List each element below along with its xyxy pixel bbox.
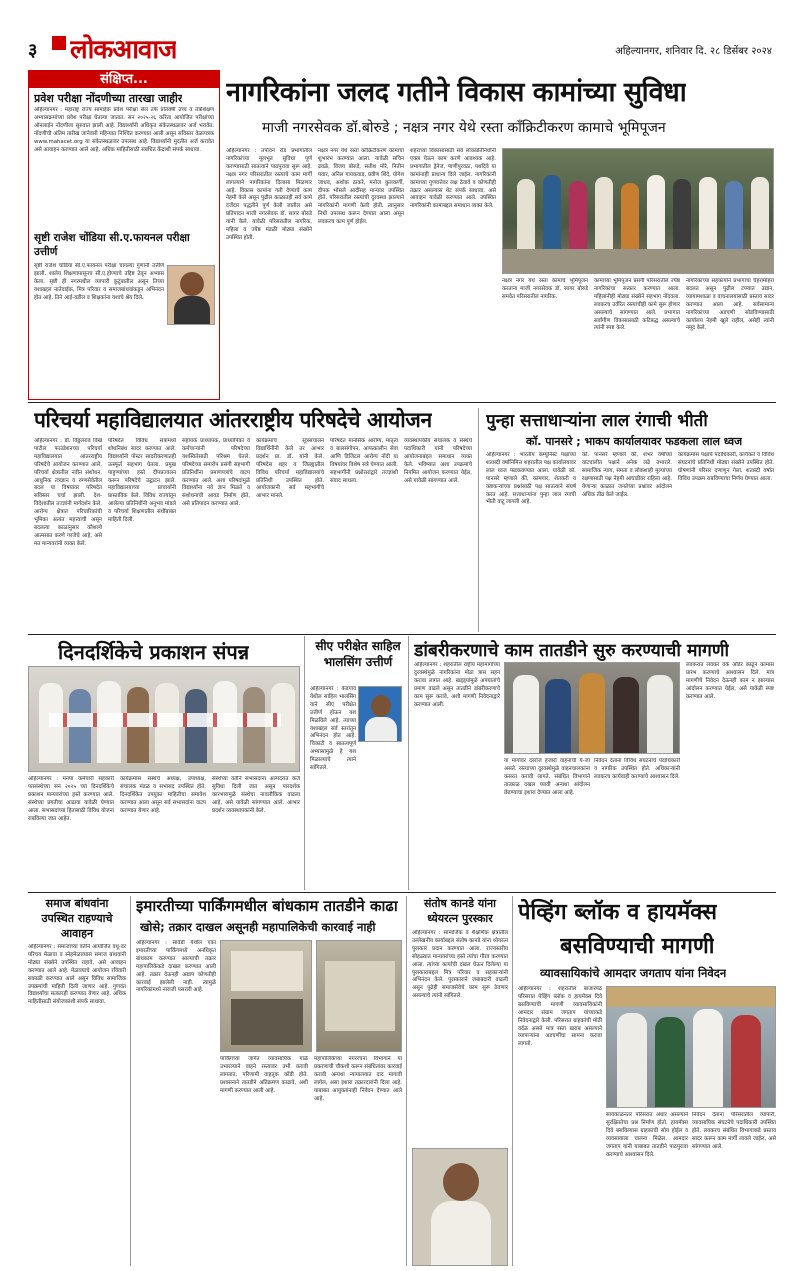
conference-body-4: कार्यक्रमाचे सूत्रसंचालन विद्यार्थिनींनी केले तर आभार प्रदर्शन प्रा. डॉ. यांनी केले. परिषदेस शहर व जिल्ह्यातील विविध परिचर्या महाविद्यालयांचे प्रतिनिधी उपस्थित होते. आयोजकांनी सर्व सहभागींचे आभार मानले.	[256, 438, 324, 500]
asphalt-body-4: लवकरात लवकर वर्क ऑर्डर काढून कामास प्रारंभ करण्याचे आश्वासन दिले. मात्र मागणीचे निवेदन देऊनही काम न झाल्यास आंदोलन करण्यात येईल, असे यावेळी स्पष्ट करण्यात आले.	[686, 662, 774, 700]
asphalt-photo	[504, 662, 680, 754]
award-body: अहिल्यानगर : सामाजिक व शैक्षणिक क्षेत्रातील उल्लेखनीय कार्याबद्दल संतोष कानडे यांना ध्येयरत्न पुरस्कार प्रदान करण्यात आला. राज्यस्तरीय सोहळ्यात मान्यवरांच्या हस्ते त्यांचा गौरव करण्यात आला. त्यांच्या कार्याची दखल घेऊन दिलेल्या या पुरस्काराबद्दल मित्र परिवार व सहकाऱ्यांनी अभिनंदन केले. पुरस्काराने जबाबदारी वाढली असून पुढेही समाजसेवेचे काम सुरू ठेवणार असल्याचे त्यांनी सांगितले.	[412, 930, 508, 1000]
divider-parking	[130, 896, 131, 1266]
sankshipt-story2-body: सृष्टी राजेश चोंडिया सी.ए.फायनल परीक्षा चांगल्या गुणांनी उत्तीर्ण झाली. शालेय शिक्षणापासूनच सी.ए.होण्याचे उद्दिष्ट ठेवून अभ्यास केला. सृष्टी ही नगरमधील व्यापारी कुटुंबातील असून तिच्या यशाबद्दल नातेवाईक, मित्र परिवार व समाजबांधवांकडून अभिनंदन होत आहे. तिने आई-वडील व शिक्षकांना यशाचे श्रेय दिले.	[34, 263, 164, 301]
page-number: ३	[28, 40, 38, 61]
lead-photo	[502, 148, 774, 274]
paving-headline-line1: पेव्हिंग ब्लॉक व हायमॅक्स	[518, 900, 718, 925]
sahil-headline: सीए परीक्षेत साहिल भालसिंग उत्तीर्ण	[315, 639, 401, 669]
sankshipt-story2-title: सृष्टी राजेश चोंडिया सी.ए.फायनल परीक्षा उत्तीर्ण	[34, 232, 190, 258]
flag-headline: पुन्हा सत्ताधाऱ्यांना लाल रंगाची भीती	[486, 411, 708, 431]
conference-body-1: अहिल्यानगर : डॉ. विठ्ठलराव विखे पाटील फाउंडेशनच्या परिचर्या महाविद्यालयात आंतरराष्ट्रीय परिषदेचे आयोजन करण्यात आले. परिचर्या क्षेत्रातील नवीन संशोधन, आधुनिक तंत्रज्ञान व रुग्णसेवेतील बदल या विषयांवर परिषदेत सविस्तर चर्चा झाली. देश-विदेशातील तज्ज्ञांनी मार्गदर्शन केले. आरोग्य क्षेत्रात परिचारिकांची भूमिका अत्यंत महत्त्वाची असून बदलत्या काळानुसार कौशल्ये आत्मसात करणे गरजेचे आहे, असे मत मान्यवरांनी व्यक्त केले.	[34, 438, 102, 547]
conference-body-3: सहायक प्राध्यापक, प्राध्यापिका व कर्मचाऱ्यांनी परिषदेच्या यशस्वितेसाठी परिश्रम घेतले. परिषदेच्या समारोप प्रसंगी सहभागी प्रतिनिधींना प्रमाणपत्रांचे वाटप करण्यात आले. अशा परिषदांमुळे विद्यार्थ्यांना नवे ज्ञान मिळते व संशोधनाची आवड निर्माण होते, असे प्रतिपादन करण्यात आले.	[182, 438, 250, 508]
award-photo	[412, 1148, 508, 1266]
lead-body-3: शहराच्या विकासासाठी सर्व लोकप्रतिनिधींनी एकत्र येऊन काम करणे आवश्यक आहे. प्रभागातील ड्रेनेज, पाणीपुरवठा, पथदिवे या कामांनाही प्राधान्य दिले जाईल. नागरिकांनी कामाच्या गुणवत्तेवर लक्ष ठेवावे व कोणतीही तक्रार असल्यास थेट संपर्क साधावा, असे आवाहन यावेळी करण्यात आले. उपस्थित नागरिकांनी कामाबद्दल समाधान व्यक्त केले.	[410, 148, 496, 210]
award-headline: संतोष कानडे यांना ध्येयरत्न पुरस्कार	[423, 897, 497, 925]
asphalt-body-2: या मार्गावर दररोज हजारो वाहनांची ये-जा असते. रस्त्याच्या दुरवस्थेमुळे वाहनचालकांना कसरत करावी लागते. संबंधित विभागाने तात्काळ दखल घ्यावी अन्यथा आंदोलन छेडण्याचा इशारा देण्यात आला आहे.	[504, 758, 590, 796]
lead-subhead: माजी नगरसेवक डॉ.बोरुडे ; नक्षत्र नगर येथे रस्ता कॉंक्रिटीकरण कामाचे भूमिपूजन	[262, 120, 666, 136]
parking-photo-2	[316, 940, 402, 1052]
paving-photo	[606, 986, 776, 1108]
conference-body-5: परिषदेत मानसिक आरोग्य, मातृत्व व बालसंगोपन, आपत्कालीन सेवा आणि डिजिटल आरोग्य नोंदी या विषयांवर विशेष सत्रे घेण्यात आली. सहभागींनी प्रश्नोत्तरांद्वारे तज्ज्ञांशी संवाद साधला.	[330, 438, 398, 484]
samaj-body: अहिल्यानगर : समाजाच्या वतीने आयोजित वधू-वर परिचय मेळावा व स्नेहमेळाव्यास समाज बांधवांनी मोठ्या संख्येने उपस्थित राहावे, असे आवाहन करण्यात आले आहे. मेळाव्याचे आयोजन रविवारी सकाळी करण्यात आले असून विविध सामाजिक उपक्रमांची माहिती दिली जाणार आहे. गुणवंत विद्यार्थ्यांचा सत्कारही करण्यात येणार आहे. अधिक माहितीसाठी संयोजकांशी संपर्क साधावा.	[28, 944, 126, 1006]
sahil-photo	[358, 686, 402, 742]
paving-body-3: निवेदन देताना परिसरातील व्यापारी, व्यावसायिक संघटनेचे पदाधिकारी उपस्थित होते. लवकरच संबंधित विभागाकडे प्रस्ताव सादर करून काम मार्गी लावले जाईल, असे सांगण्यात आले.	[692, 1112, 776, 1150]
paving-body-2: सायंकाळनंतर परिसरात अंधार असल्याने सुरक्षिततेचा प्रश्न निर्माण होतो. हायमॅक्स दिवे बसविल्यास ग्राहकांची सोय होईल व व्यवसायाला चालना मिळेल. आमदार जगताप यांनी याबाबत तातडीने पाठपुरावा करण्याचे आश्वासन दिले.	[606, 1112, 688, 1158]
asphalt-body-1: अहिल्यानगर : शहरातील राष्ट्रीय महामार्गाच्या दुरवस्थेमुळे नागरिकांना मोठा त्रास सहन करावा लागत आहे. खड्ड्यांमुळे अपघातांचे प्रमाण वाढले असून तातडीने डांबरीकरणाचे काम सुरू करावे, अशी मागणी निवेदनाद्वारे करण्यात आली.	[414, 662, 500, 708]
divider-paving	[512, 896, 513, 1266]
conference-body-6: व्यवस्थापकीय संचालक व संस्थेचे पदाधिकारी यांनी परिषदेच्या आयोजनाबद्दल समाधान व्यक्त केले. भविष्यात अशा उपक्रमांचे नियमित आयोजन करण्यात येईल, असे यावेळी सांगण्यात आले.	[404, 438, 472, 484]
paving-subhead: व्यावसायिकांचे आमदार जगताप यांना निवेदन	[540, 966, 727, 980]
edition-date: अहिल्यानगर, शनिवार दि. २८ डिसेंबर २०२४	[615, 46, 772, 57]
lead-headline: नागरिकांना जलद गतीने विकास कामांच्या सुविधा	[226, 77, 687, 108]
parking-photo-1	[220, 940, 312, 1052]
divider-award	[406, 896, 407, 1266]
conference-body-2: परिषदेत विविध सत्रांमध्ये शोधनिबंध सादर करण्यात आले. विद्यार्थ्यांनी पोस्टर सादरीकरणातही उत्स्फूर्त सहभाग घेतला. प्रमुख पाहुण्यांच्या हस्ते दीपप्रज्वलन करून परिषदेचे उद्घाटन झाले. महाविद्यालयाच्या प्राचार्यांनी प्रास्ताविक केले. विविध राज्यांतून आलेल्या प्रतिनिधींनी अनुभव मांडले व परिचर्या शिक्षणातील संधींबाबत माहिती दिली.	[108, 438, 176, 524]
parking-body-2: पार्किंगच्या जागेत व्यावसायिक गाळे उभारल्याने वाहने रस्त्यावर उभी करावी लागतात. परिणामी वाहतूक कोंडी होते. प्रशासनाने तातडीने अतिक्रमण काढावे, अशी मागणी करण्यात आली आहे.	[220, 1056, 308, 1094]
divider-asphalt	[408, 636, 409, 890]
sankshipt-story1-body: अहिल्यानगर : महाराष्ट्र राज्य सामाईक प्रवेश परीक्षा सेल तर्फे प्रतिवर्षी उच्च व तंत्रशिक्षण अभ्यासक्रमांच्या प्रवेश परीक्षा घेतल्या जातात. सन २०२५-२६ करिता आयोजित परीक्षांच्या ऑनलाईन नोंदणीला सुरुवात झाली आहे. विद्यार्थ्यांनी अधिकृत संकेतस्थळावर अर्ज भरावेत. नोंदणीची अंतिम तारीख जानेवारी महिन्यात निश्चित करण्यात आली असून सविस्तर वेळापत्रक www.mahacet.org या संकेतस्थळावर उपलब्ध आहे. विद्यार्थ्यांनी मुदतीत अर्ज करावेत असे आवाहन करण्यात आले आहे. अधिक माहितीसाठी संबंधित केंद्राशी संपर्क साधावा.	[34, 107, 214, 153]
parking-body-1: अहिल्यानगर : सावेडी येथील एका इमारतीच्या पार्किंगमध्ये अनधिकृत बांधकाम करण्यात आल्याची तक्रार महापालिकेकडे दाखल करण्यात आली आहे. तक्रार देऊनही अद्याप कोणतीही कारवाई झालेली नाही. त्यामुळे नागरिकांमध्ये नाराजी पसरली आहे.	[136, 940, 216, 994]
conference-headline: परिचर्या महाविद्यालयात आंतरराष्ट्रीय परिषदेचे आयोजन	[34, 408, 432, 432]
calendar-body-1: अहिल्यानगर : मनपा कर्मचारी सहकारी पतसंस्थेच्या सन २०२५ च्या दिनदर्शिकेचे प्रकाशन मान्यवरांच्या हस्ते करण्यात आले. संस्थेच्या प्रगतीचा आढावा यावेळी घेण्यात आला. सभासदांच्या हितासाठी विविध योजना राबविल्या जात आहेत.	[28, 776, 114, 822]
lead-body-4: कामाच्या भूमिपूजन प्रसंगी परिसरातील ज्येष्ठ नागरिकांचा सत्कार करण्यात आला. महिलांनीही मोठ्या संख्येने सहभाग नोंदवला. लवकरच उर्वरित रस्त्यांचीही कामे सुरू होणार असल्याचे सांगण्यात आले. प्रभागात सर्वांगीण विकासासाठी कटिबद्ध असल्याचे त्यांनी स्पष्ट केले.	[594, 278, 680, 332]
calendar-photo	[28, 666, 300, 772]
rule-3	[28, 892, 776, 893]
paving-body-1: अहिल्यानगर : शहरातील बाजारपेठ परिसरात पेव्हिंग ब्लॉक व हायमॅक्स दिवे बसविण्याची मागणी व्यावसायिकांनी आमदार संग्राम जगताप यांच्याकडे निवेदनाद्वारे केली. परिसरात ग्राहकांची मोठी वर्दळ असते मात्र रस्ता खराब असल्याने व्यापाऱ्यांना अडचणींचा सामना करावा लागतो.	[518, 986, 602, 1048]
sahil-body: अहिल्यानगर : केडगाव येथील साहिल भालसिंग याने सीए परीक्षेत उत्तीर्ण होऊन यश मिळविले आहे. त्याच्या यशाबद्दल सर्व स्तरांतून अभिनंदन होत आहे. चिकाटी व सातत्यपूर्ण अभ्यासामुळे हे यश मिळाल्याचे त्याने सांगितले.	[310, 686, 356, 772]
sankshipt-story1-title: प्रवेश परीक्षा नोंदणीच्या तारखा जाहीर	[34, 92, 183, 105]
lead-photo-caption: नक्षत्र नगर येथे रस्ता कामाचे भूमिपूजन करताना माजी नगरसेवक डॉ. सागर बोरुडे समवेत परिसरातील नागरिक.	[502, 278, 588, 300]
paving-headline-line2: बसविण्याची मागणी	[560, 934, 715, 959]
parking-headline: इमारतीच्या पार्किंगमधील बांधकाम तातडीने काढा	[136, 897, 398, 915]
calendar-headline: दिनदर्शिकेचे प्रकाशन संपन्न	[58, 640, 250, 664]
parking-body-3: महापालिकेच्या नगररचना विभागाने या प्रकरणाची चौकशी करून संबंधितांवर कारवाई करावी अन्यथा न्यायालयात दाद मागावी लागेल, असा इशारा तक्रारदारांनी दिला आहे. याबाबत आयुक्तांनाही निवेदन देण्यात आले आहे.	[314, 1056, 402, 1102]
calendar-body-2: कार्यक्रमास संस्थेचे अध्यक्ष, उपाध्यक्ष, संचालक मंडळ व सभासद उपस्थित होते. दिनदर्शिकेत उपयुक्त माहितीचा समावेश करण्यात आला असून सर्व सभासदांना वाटप करण्यात येणार आहे.	[120, 776, 206, 814]
masthead	[0, 0, 800, 62]
calendar-body-3: संस्थेच्या वतीने सभासदांना अल्पदरात कर्ज सुविधा दिली जात असून पारदर्शक कारभारामुळे संस्थेचा नावलौकिक वाढला आहे, असे यावेळी सांगण्यात आले. आभार प्रदर्शन व्यवस्थापकांनी केले.	[212, 776, 300, 814]
parking-subhead: खोसे; तक्रार दाखल असूनही महापालिकेची कारवाई नाही	[140, 920, 376, 934]
sankshipt-box	[28, 70, 220, 400]
divider-sahil	[304, 636, 305, 890]
flag-body-2: कॉ. पानसरे म्हणाले की, शंभर वर्षांच्या वाटचालीत पक्षाने अनेक लढे उभारले. सामाजिक न्याय, समता व लोकशाही मूल्यांच्या रक्षणासाठी पक्ष नेहमी आघाडीवर राहिला आहे. येणाऱ्या काळात जनतेच्या प्रश्नांवर आंदोलन अधिक तीव्र केले जाईल.	[582, 452, 672, 498]
rule-2	[28, 634, 776, 635]
lead-body-2: नक्षत्र नगर येथे रस्ता कॉंक्रिटीकरण कामाचा शुभारंभ करण्यात आला. यावेळी सचिन ढवळे, विजय बोरुडे, सतीश मोरे, नितीन पवार, अनिल गायकवाड, प्रवीण शिंदे, योगेश जाधव, अशोक ठाकरे, मनोज कुलकर्णी, दीपक भोसले आदींसह मान्यवर उपस्थित होते. परिसरातील रस्त्यांची दुरवस्था झाल्याने नागरिकांनी मागणी केली होती. त्यानुसार निधी उपलब्ध करून देण्यात आला असून लवकरच काम पूर्ण होईल.	[318, 148, 404, 226]
lead-body-5: नागरिकांच्या सहकार्याने प्रभागाचा चेहरामोहरा बदलत असून पुढील टप्प्यात उद्यान, व्यायामशाळा व वाचनालयासाठी प्रस्ताव सादर करण्यात आला आहे. सर्वसामान्य नागरिकांच्या अडचणी सोडविण्यासाठी कार्यालय नेहमी खुले राहील, असेही त्यांनी नमूद केले.	[686, 278, 774, 332]
flag-subhead: कॉ. पानसरे ; भाकप कार्यालयावर फडकला लाल ध्वज	[526, 435, 743, 448]
logo-box	[52, 36, 66, 50]
flag-body-3: कार्यक्रमास पक्षाचे पदाधिकारी, कार्यकर्ते व विविध संघटनांचे प्रतिनिधी मोठ्या संख्येने उपस्थित होते. घोषणांनी परिसर दणाणून गेला. शताब्दी वर्षात विविध उपक्रम राबविण्याचा निर्णय घेण्यात आला.	[678, 452, 774, 482]
lead-body-1: अहिल्यानगर : तपोवन रोड प्रभागातील नागरिकांच्या मूलभूत सुविधा पूर्ण करण्यासाठी सातत्याने पाठपुरावा सुरू आहे. नक्षत्र नगर परिसरातील रस्त्याचे काम मार्गी लागल्याने नागरिकांना दिलासा मिळणार आहे. विकास कामांना गती देण्याचे काम नेहमी केले असून पुढील काळातही सर्व कामे दर्जेदार पद्धतीने पूर्ण केली जातील असे प्रतिपादन माजी नगरसेवक डॉ. सागर बोरुडे यांनी केले. यावेळी परिसरातील नागरिक, महिला व ज्येष्ठ मंडळी मोठ्या संख्येने उपस्थित होती.	[226, 148, 312, 241]
samaj-headline: समाज बांधवांना उपस्थित राहण्याचे आवाहन	[41, 897, 113, 940]
masthead-logo: लोकआवाज	[70, 35, 177, 62]
asphalt-headline: डांबरीकरणाचे काम तातडीने सुरु करण्याची मागणी	[414, 641, 730, 661]
sankshipt-label: संक्षिप्त...	[29, 71, 219, 88]
asphalt-body-3: निवेदन देताना विविध संघटनांचे पदाधिकारी व नागरिक उपस्थित होते. अधिकाऱ्यांनी लवकरच कार्यवाही करण्याचे आश्वासन दिले.	[594, 758, 680, 780]
flag-body-1: अहिल्यानगर : भारतीय कम्युनिस्ट पक्षाच्या शताब्दी वर्षानिमित्त शहरातील पक्ष कार्यालयावर लाल ध्वज फडकवण्यात आला. यावेळी कॉ. पानसरे म्हणाले की, कामगार, शेतकरी व कष्टकऱ्यांच्या प्रश्नांसाठी पक्ष सातत्याने संघर्ष करत आहे. सत्ताधाऱ्यांना पुन्हा लाल रंगाची भीती वाटू लागली आहे.	[486, 452, 576, 506]
srushti-photo	[167, 265, 215, 325]
divider-flag	[478, 408, 479, 632]
rule-1	[28, 402, 776, 403]
